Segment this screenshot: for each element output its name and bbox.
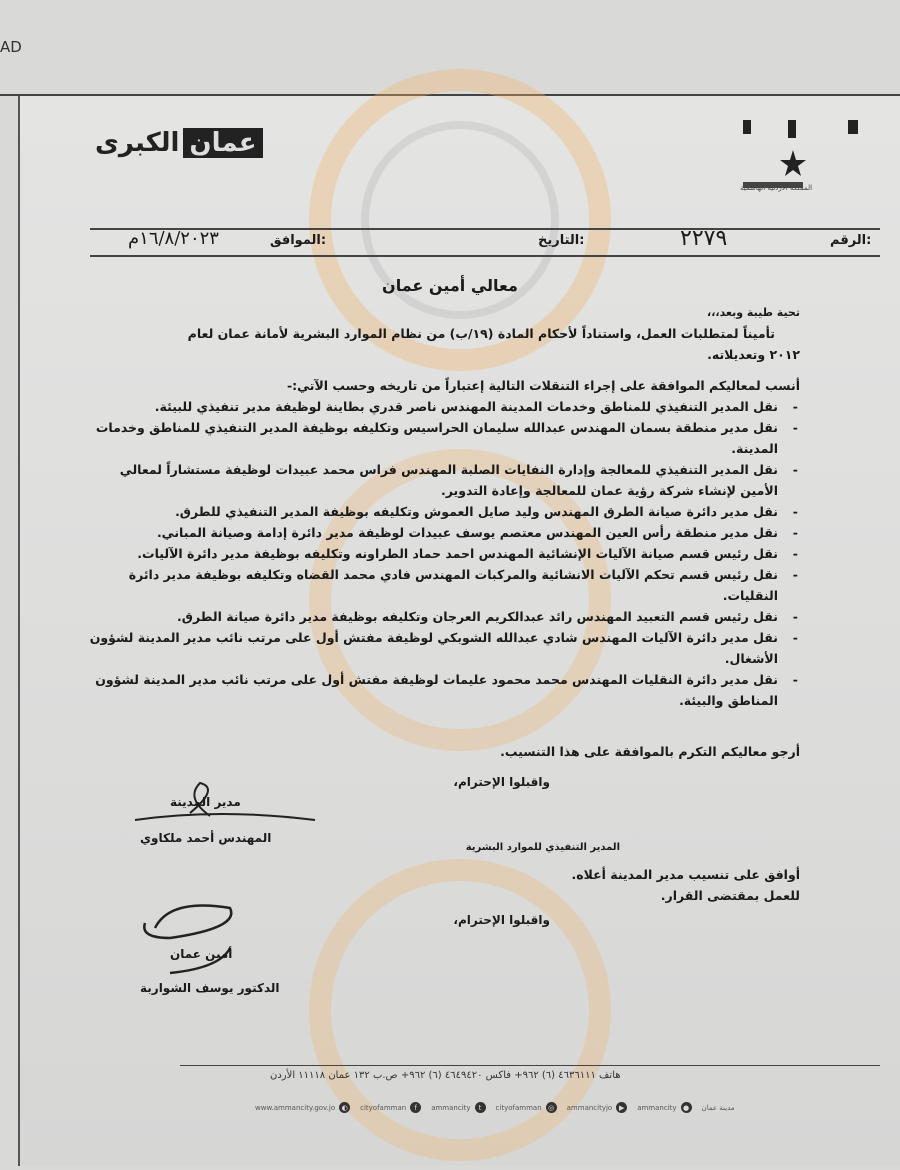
social-links: [255, 1102, 735, 1113]
social-link-label: cityofamman: [360, 1103, 407, 1112]
signature-1-title: مدير المدينة: [170, 795, 241, 809]
approval-column: [330, 768, 800, 998]
closing-request: أرجو معاليكم التكرم بالموافقة على هذا التنسيب.: [500, 744, 800, 759]
list-item: - نقل مدير دائرة الآليات المهندس شادي عبدالله الشوبكي لوظيفة مفتش أول على مرتب نائب مدير المدينة لشؤون الأشغال.: [80, 627, 778, 669]
social-link[interactable]: [637, 1102, 691, 1113]
location-icon: ●: [681, 1102, 692, 1113]
approval-line: للعمل بمقتضى القرار.: [660, 888, 800, 903]
list-item: - نقل مدير منطقة بسمان المهندس عبدالله سليمان الحراسيس وتكليفه بوظيفة المدير التنفيذي للمناطق وخدمات المدينة.: [80, 417, 778, 459]
social-link-label: www.ammancity.gov.jo: [255, 1103, 336, 1112]
regards-1: واقبلوا الإحترام،: [453, 775, 550, 789]
twitter-icon: t: [475, 1102, 486, 1113]
approval-line: أوافق على تنسيب مدير المدينة أعلاه.: [571, 867, 800, 882]
list-item: - نقل المدير التنفيذي للمعالجة وإدارة النفايات الصلبة المهندس فراس محمد عبيدات لوظيفة مستشاراً لمعالي الأمين لإنشاء شركة رؤية عمان للمعالجة وإعادة التدوير.: [80, 459, 778, 501]
intro-line: ٢٠١٢ وتعديلاته.: [707, 347, 800, 362]
social-link[interactable]: [496, 1102, 557, 1113]
footer-divider: [180, 1065, 880, 1066]
greeting: تحية طيبة وبعد،،،: [707, 306, 800, 319]
signature-1-name: المهندس أحمد ملكاوي: [140, 831, 272, 845]
social-link[interactable]: [431, 1102, 485, 1113]
list-item: - نقل مدير دائرة النقليات المهندس محمد محمود عليمات لوظيفة مفتش أول على مرتب نائب مدير المدينة لشؤون المناطق والبيئة.: [80, 669, 778, 711]
social-link[interactable]: [255, 1102, 350, 1113]
social-link-label: ammancity: [637, 1103, 677, 1112]
signatures-column: [80, 768, 330, 998]
youtube-icon: ▶: [616, 1102, 627, 1113]
hr-director: المدير التنفيذي للموارد البشرية: [465, 842, 620, 853]
hijri-label: الموافق:: [270, 233, 327, 248]
social-link[interactable]: [567, 1102, 628, 1113]
page-title: معالي أمين عمان: [382, 276, 518, 295]
signature-2: [130, 898, 330, 998]
emblem-caption: المملكة الأردنية الهاشمية: [740, 184, 813, 192]
list-item: - نقل المدير التنفيذي للمناطق وخدمات المدينة المهندس ناصر قدري بطاينة لوظيفة مدير تنفيذي للبيئة.: [80, 396, 778, 417]
social-link-label: ammancityjo: [566, 1103, 613, 1112]
closing-section: [80, 768, 800, 998]
divider: [90, 255, 880, 257]
social-link[interactable]: [702, 1104, 735, 1112]
globe-icon: ◐: [339, 1102, 350, 1113]
number-value: ٢٢٧٩: [680, 226, 728, 251]
number-label: الرقم:: [830, 233, 872, 248]
date-value: ١٦/٨/٢٠٢٣م: [128, 228, 219, 249]
list-item: - نقل مدير دائرة صيانة الطرق المهندس وليد صايل العموش وتكليفه بوظيفة المدير التنفيذي للطرق.: [80, 501, 778, 522]
signature-1: [130, 778, 330, 868]
social-link-label: ammancity: [431, 1103, 471, 1112]
social-link[interactable]: [360, 1102, 421, 1113]
social-link-label: cityofamman: [495, 1103, 542, 1112]
amman-logo: عمانالكبرى: [95, 128, 263, 158]
social-link-label: مدينة عمان: [701, 1103, 735, 1112]
footer-contact: هاتف ٤٦٣٦١١١ (٦) ٩٦٢+ فاكس ٤٦٤٩٤٢٠ (٦) ٩٦٢+ ص.ب ١٣٢ عمان ١١١١٨ الأردن: [270, 1070, 621, 1081]
intro-line: تأميناً لمتطلبات العمل، واستناداً لأحكام المادة (١٩/ب) من نظام الموارد البشرية لأمانة عمان لعام: [187, 326, 775, 341]
regards-2: واقبلوا الإحترام،: [453, 913, 550, 927]
instagram-icon: ◎: [546, 1102, 557, 1113]
signature-2-name: الدكتور يوسف الشواربة: [140, 981, 280, 995]
facebook-icon: f: [410, 1102, 421, 1113]
list-item: - نقل مدير منطقة رأس العين المهندس معتصم يوسف عبيدات لوظيفة مدير دائرة إدامة وصيانة المباني.: [80, 522, 778, 543]
list-item: - نقل رئيس قسم تحكم الآليات الانشائية والمركبات المهندس فادي محمد القضاه وتكليفه بوظيفة مدير دائرة النقليات.: [80, 564, 778, 606]
list-item: - نقل رئيس قسم صيانة الآليات الإنشائية المهندس احمد حماد الطراونه وتكليفه بوظيفة مدير دائرة الآليات.: [80, 543, 778, 564]
corner-text: AD: [0, 38, 22, 56]
signature-2-icon: [130, 898, 270, 978]
date-label: التاريخ:: [538, 233, 585, 248]
request-text: أنسب لمعاليكم الموافقة على إجراء التنقلات التالية إعتباراً من تاريخه وحسب الآتي:-: [286, 378, 800, 393]
signature-2-title: أمين عمان: [170, 947, 233, 961]
list-item: - نقل رئيس قسم التعبيد المهندس رائد عبدالكريم العرجان وتكليفه بوظيفة مدير دائرة صيانة الطرق.: [80, 606, 778, 627]
letter-body: [80, 302, 800, 998]
